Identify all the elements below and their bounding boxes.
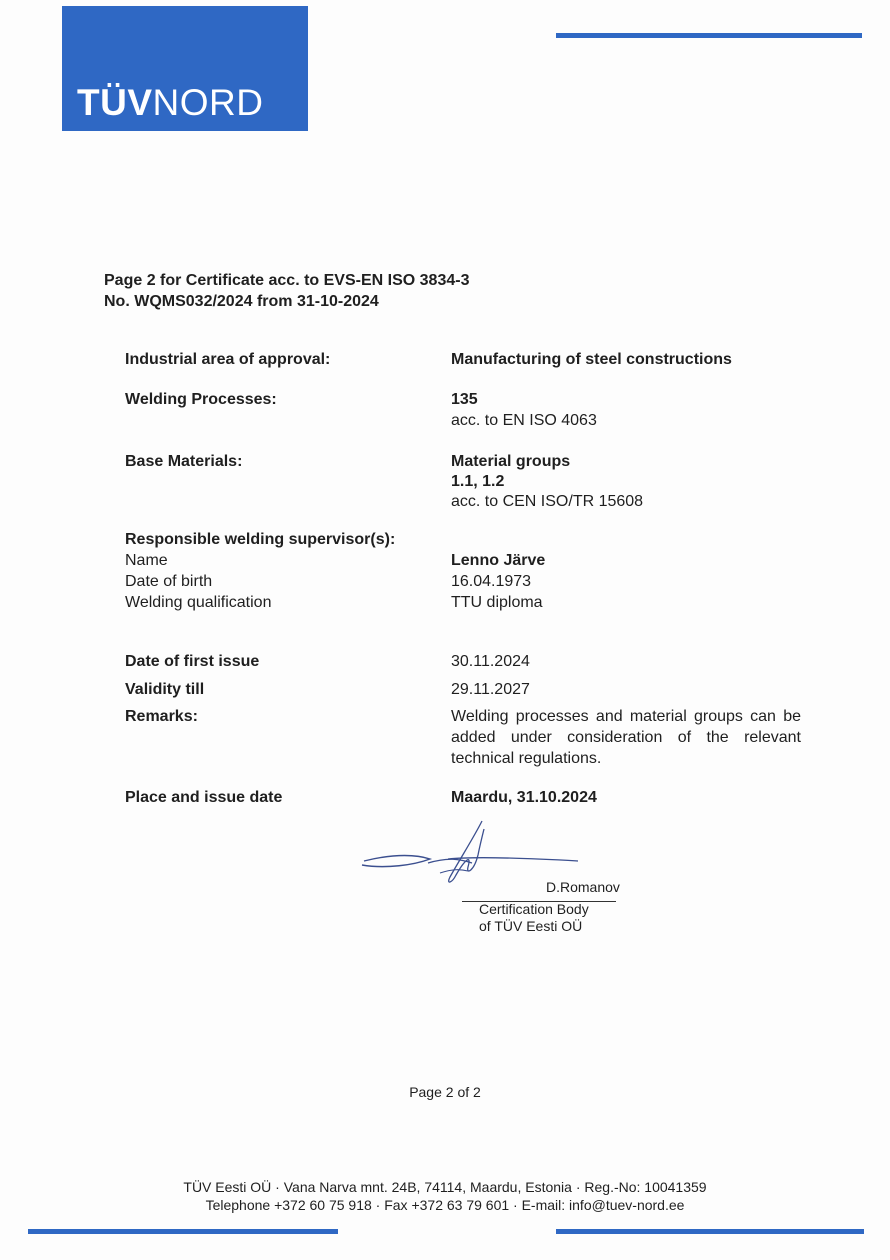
footer-rule-left (28, 1229, 338, 1234)
base-materials-note: acc. to CEN ISO/TR 15608 (451, 493, 644, 510)
supervisor-qualification-value: TTU diploma (451, 594, 543, 611)
logo-text-tuv: TÜV (77, 82, 153, 123)
place-date-label: Place and issue date (125, 789, 283, 806)
footer (0, 1178, 890, 1214)
logo-text (77, 82, 263, 124)
footer-rule-right (556, 1229, 864, 1234)
supervisor-label: Responsible welding supervisor(s): (125, 531, 396, 548)
certification-body-line-1: Certification Body (479, 901, 589, 917)
certification-body (479, 901, 589, 935)
signatory-name: D.Romanov (546, 879, 620, 895)
certification-body-line-2: of TÜV Eesti OÜ (479, 918, 583, 934)
welding-processes-value: 135 (451, 391, 478, 408)
base-materials-value: Material groups (451, 453, 571, 470)
validity-value: 29.11.2027 (451, 681, 530, 698)
certificate-title (104, 270, 469, 312)
validity-label: Validity till (125, 681, 205, 698)
first-issue-label: Date of first issue (125, 653, 260, 670)
supervisor-dob-value: 16.04.1973 (451, 573, 532, 590)
supervisor-name-label: Name (125, 552, 168, 569)
logo-text-nord: NORD (152, 82, 264, 123)
industrial-area-value: Manufacturing of steel constructions (451, 351, 732, 368)
footer-line-2: Telephone +372 60 75 918 · Fax +372 63 79 601 · E-mail: info@tuev-nord.ee (205, 1197, 685, 1213)
remarks-value: Welding processes and material groups can be added under consideration of the relevant technical regulations. (451, 708, 801, 767)
footer-line-1: TÜV Eesti OÜ · Vana Narva mnt. 24B, 74114, Maardu, Estonia · Reg.-No: 10041359 (183, 1179, 707, 1195)
title-line-2: No. WQMS032/2024 from 31-10-2024 (104, 293, 379, 310)
welding-processes-note: acc. to EN ISO 4063 (451, 412, 597, 429)
tuv-nord-logo (62, 6, 308, 131)
base-materials-groups: 1.1, 1.2 (451, 473, 505, 490)
place-date-value: Maardu, 31.10.2024 (451, 789, 597, 806)
welding-processes-label: Welding Processes: (125, 391, 277, 408)
supervisor-name-value: Lenno Järve (451, 552, 546, 569)
supervisor-qualification-label: Welding qualification (125, 594, 272, 611)
first-issue-value: 30.11.2024 (451, 653, 530, 670)
page-number: Page 2 of 2 (409, 1084, 481, 1100)
remarks-label: Remarks: (125, 708, 198, 725)
base-materials-label: Base Materials: (125, 453, 243, 470)
supervisor-dob-label: Date of birth (125, 573, 213, 590)
industrial-area-label: Industrial area of approval: (125, 351, 331, 368)
title-line-1: Page 2 for Certificate acc. to EVS-EN ISO 3834-3 (104, 272, 470, 289)
header-rule (556, 33, 862, 38)
